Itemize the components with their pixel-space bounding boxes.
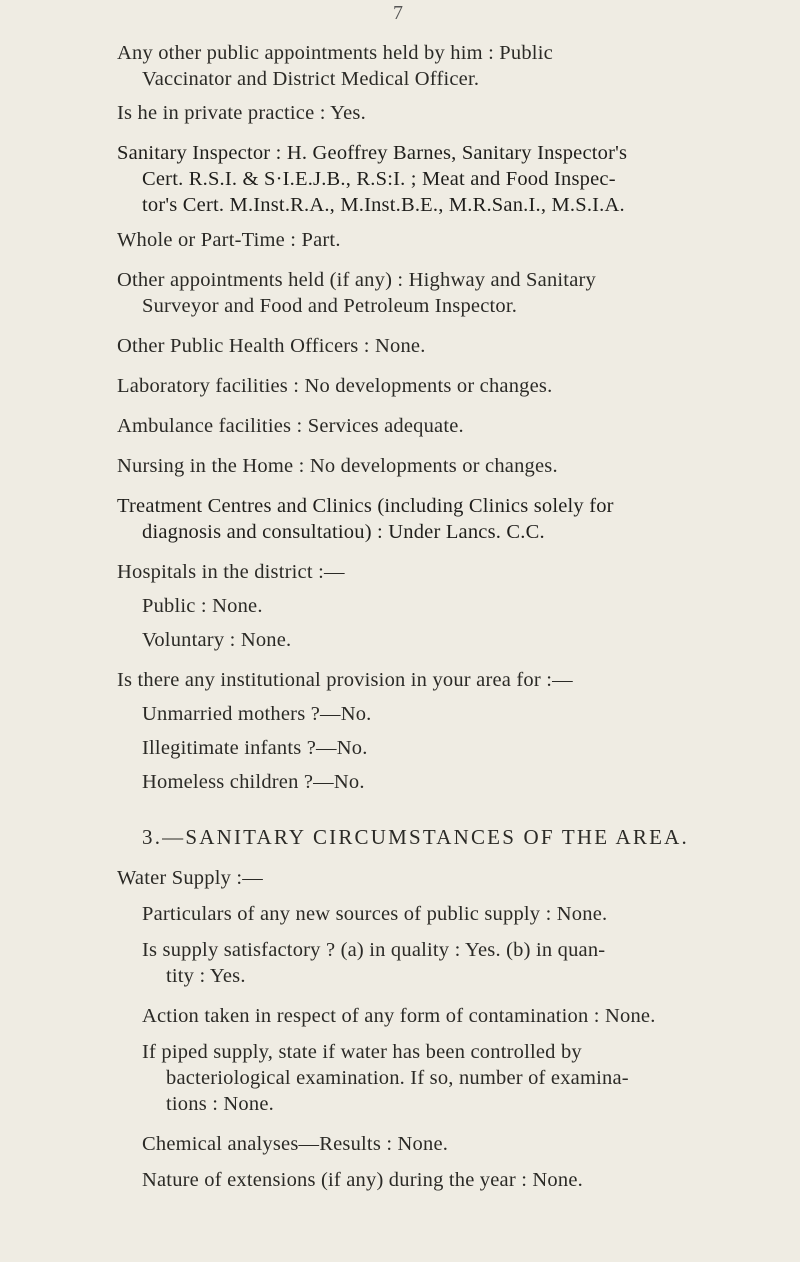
text-line: Homeless children ?—No. xyxy=(142,771,365,793)
text-line: Cert. R.S.I. & S·I.E.J.B., R.S:I. ; Meat and Food Inspec- xyxy=(142,168,616,190)
text-line: tions : None. xyxy=(166,1093,274,1115)
text-line: Whole or Part-Time : Part. xyxy=(117,229,341,251)
text-line: Is supply satisfactory ? (a) in quality : Yes. (b) in quan- xyxy=(142,939,606,961)
text-line: Sanitary Inspector : H. Geoffrey Barnes, Sanitary Inspector's xyxy=(117,142,628,164)
section-heading: 3.—SANITARY CIRCUMSTANCES OF THE AREA. xyxy=(142,825,689,849)
text-line: tity : Yes. xyxy=(166,965,246,987)
text-line: Hospitals in the district :— xyxy=(117,561,345,583)
text-line: Is there any institutional provision in your area for :— xyxy=(117,669,573,691)
text-line: tor's Cert. M.Inst.R.A., M.Inst.B.E., M.R.San.I., M.S.I.A. xyxy=(142,194,625,216)
text-line: Other Public Health Officers : None. xyxy=(117,335,426,357)
text-line: Other appointments held (if any) : Highway and Sanitary xyxy=(117,269,596,291)
page-number: 7 xyxy=(393,2,403,24)
text-line: Treatment Centres and Clinics (including Clinics solely for xyxy=(117,495,614,517)
text-line: Action taken in respect of any form of contamination : None. xyxy=(142,1005,656,1027)
text-line: Nature of extensions (if any) during the year : None. xyxy=(142,1169,583,1191)
text-line: Nursing in the Home : No developments or changes. xyxy=(117,455,558,477)
text-line: Chemical analyses—Results : None. xyxy=(142,1133,449,1155)
text-line: Vaccinator and District Medical Officer. xyxy=(142,68,480,90)
text-line: Illegitimate infants ?—No. xyxy=(142,737,368,759)
text-line: Water Supply :— xyxy=(117,867,263,889)
text-line: Any other public appointments held by him : Public xyxy=(117,42,553,64)
text-line: Ambulance facilities : Services adequate. xyxy=(117,415,464,437)
text-line: Voluntary : None. xyxy=(142,629,292,651)
text-line: Public : None. xyxy=(142,595,263,617)
text-line: Laboratory facilities : No developments or changes. xyxy=(117,375,553,397)
text-line: Is he in private practice : Yes. xyxy=(117,102,366,124)
text-line: Surveyor and Food and Petroleum Inspector. xyxy=(142,295,518,317)
text-line: diagnosis and consultatiou) : Under Lancs. C.C. xyxy=(142,521,545,543)
text-line: Particulars of any new sources of public supply : None. xyxy=(142,903,608,925)
text-line: Unmarried mothers ?—No. xyxy=(142,703,372,725)
text-line: If piped supply, state if water has been controlled by xyxy=(142,1041,582,1063)
text-line: bacteriological examination. If so, number of examina- xyxy=(166,1067,629,1089)
